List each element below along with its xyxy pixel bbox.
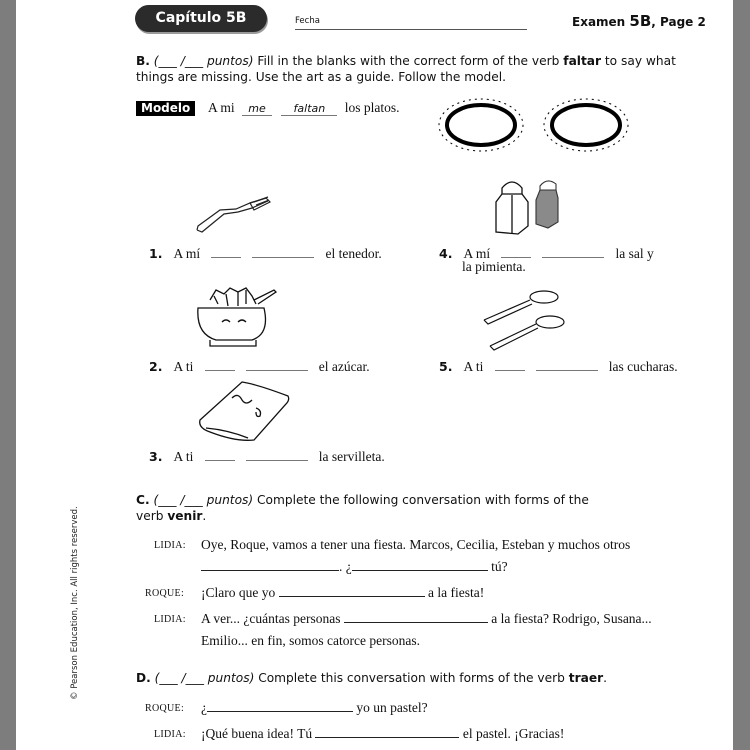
section-letter: C.	[136, 493, 150, 507]
modelo-label: Modelo	[136, 101, 195, 116]
worksheet-page	[16, 0, 733, 750]
instruction-text: .	[603, 671, 607, 685]
item-1	[149, 243, 382, 262]
fork-icon	[194, 196, 274, 236]
section-c-instructions-2	[136, 508, 206, 524]
dialog-line	[201, 611, 652, 627]
item-prefix: A mí	[173, 246, 201, 261]
modelo-sentence	[208, 100, 400, 116]
speaker-roque: ROQUE:	[145, 588, 185, 599]
section-letter: B.	[136, 54, 150, 68]
instruction-text: Complete the following conversation with forms of the	[257, 493, 589, 507]
modelo-suffix: los platos.	[344, 100, 400, 115]
exam-code: 5B	[629, 12, 652, 30]
instruction-text: Fill in the blanks with the correct form of the verb	[257, 54, 564, 68]
item-5	[439, 356, 678, 375]
item-number: 3.	[149, 449, 163, 464]
item-suffix: la sal y	[615, 246, 654, 261]
answer-blank-verb[interactable]	[536, 358, 598, 371]
answer-blank-pronoun[interactable]	[205, 448, 235, 461]
answer-blank[interactable]	[344, 611, 488, 623]
plates-icon	[432, 94, 642, 156]
fecha-field[interactable]	[295, 29, 527, 30]
section-d-instructions	[136, 670, 607, 686]
answer-blank-verb[interactable]	[246, 448, 308, 461]
item-number: 2.	[149, 359, 163, 374]
points-field: (___ /___ puntos)	[153, 493, 254, 507]
dialog-text: el pastel. ¡Gracias!	[462, 726, 565, 741]
salt-pepper-icon	[492, 178, 572, 238]
item-3	[149, 446, 385, 465]
answer-blank[interactable]	[279, 585, 425, 597]
item-suffix: las cucharas.	[608, 359, 678, 374]
dialog-line: Emilio... en fin, somos catorce personas.	[201, 633, 420, 648]
answer-blank[interactable]	[315, 726, 459, 738]
modelo-prefix: A mi	[208, 100, 235, 115]
dialog-text: a la fiesta? Rodrigo, Susana...	[491, 611, 652, 626]
dialog-line: Oye, Roque, vamos a tener una fiesta. Marcos, Cecilia, Esteban y muchos otros	[201, 537, 631, 552]
left-viewer-margin	[0, 0, 16, 750]
item-4-line2: la pimienta.	[462, 259, 526, 274]
answer-blank[interactable]	[201, 559, 339, 571]
spoons-icon	[482, 288, 572, 350]
dialog-line	[201, 700, 428, 716]
answer-blank-verb[interactable]	[252, 245, 314, 258]
dialog-text: a la fiesta!	[427, 585, 485, 600]
exam-page: , Page 2	[651, 15, 706, 29]
item-prefix: A mí	[463, 246, 491, 261]
sugar-bowl-icon	[194, 286, 280, 348]
speaker-lidia: LIDIA:	[154, 540, 186, 551]
speaker-lidia: LIDIA:	[154, 614, 186, 625]
item-suffix: el azúcar.	[318, 359, 370, 374]
dialog-line	[201, 559, 508, 575]
right-viewer-margin	[733, 0, 750, 750]
dialog-line	[201, 585, 484, 601]
dialog-text: tú?	[491, 559, 508, 574]
verb-venir: venir	[167, 509, 203, 523]
exam-prefix: Examen	[572, 15, 630, 29]
item-number: 1.	[149, 246, 163, 261]
instruction-text: Complete this conversation with forms of the verb	[258, 671, 569, 685]
item-suffix: el tenedor.	[325, 246, 382, 261]
dialog-line	[201, 726, 564, 742]
answer-blank-verb[interactable]	[246, 358, 308, 371]
dialog-text: ¡Claro que yo	[201, 585, 276, 600]
modelo-answer-1: me	[242, 102, 272, 116]
item-prefix: A ti	[463, 359, 484, 374]
dialog-text: . ¿	[339, 559, 352, 574]
section-b-instructions-2: things are missing. Use the art as a guide. Follow the model.	[136, 70, 507, 84]
points-field: (___ /___ puntos)	[154, 671, 255, 685]
modelo-answer-2: faltan	[281, 102, 337, 116]
speaker-roque: ROQUE:	[145, 703, 185, 714]
exam-title	[572, 12, 706, 30]
verb-traer: traer	[568, 671, 604, 685]
chapter-label: Capítulo 5B	[135, 5, 267, 32]
section-c-instructions	[136, 492, 589, 508]
points-field: (___ /___ puntos)	[153, 54, 254, 68]
section-b-instructions	[136, 53, 676, 69]
dialog-text: yo un pastel?	[356, 700, 428, 715]
item-2	[149, 356, 370, 375]
verb-faltar: faltar	[563, 54, 602, 68]
answer-blank[interactable]	[352, 559, 488, 571]
answer-blank-pronoun[interactable]	[211, 245, 241, 258]
item-number: 4.	[439, 246, 453, 261]
speaker-lidia: LIDIA:	[154, 729, 186, 740]
answer-blank-pronoun[interactable]	[495, 358, 525, 371]
answer-blank-pronoun[interactable]	[501, 245, 531, 258]
answer-blank-pronoun[interactable]	[205, 358, 235, 371]
item-suffix: la servilleta.	[318, 449, 385, 464]
napkin-icon	[196, 380, 296, 444]
instruction-text: .	[202, 509, 207, 523]
copyright-notice: © Pearson Education, Inc. All rights reserved.	[70, 506, 80, 700]
item-number: 5.	[439, 359, 453, 374]
dialog-text: ¡Qué buena idea! Tú	[201, 726, 313, 741]
item-prefix: A ti	[173, 359, 194, 374]
dialog-text: ¿	[201, 700, 207, 715]
instruction-text: verb	[136, 509, 168, 523]
answer-blank-verb[interactable]	[542, 245, 604, 258]
item-prefix: A ti	[173, 449, 194, 464]
dialog-text: A ver... ¿cuántas personas	[201, 611, 341, 626]
fecha-label: Fecha	[295, 16, 320, 26]
instruction-text: to say what	[601, 54, 676, 68]
answer-blank[interactable]	[207, 700, 353, 712]
section-letter: D.	[136, 671, 151, 685]
